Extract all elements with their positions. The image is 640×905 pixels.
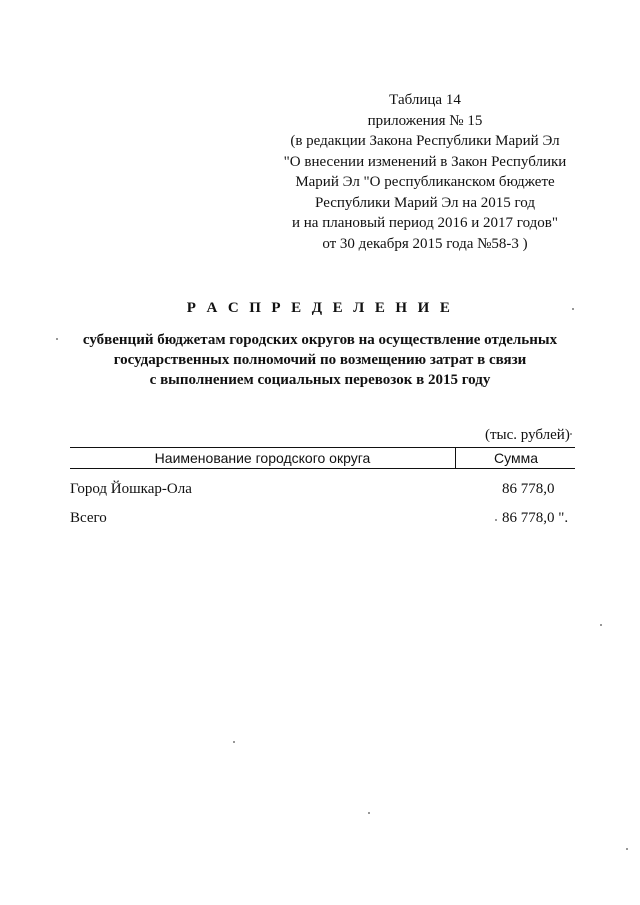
units-label: (тыс. рублей) <box>485 427 570 443</box>
table-row-total <box>70 510 590 530</box>
header-line-edition: (в редакции Закона Республики Марий Эл <box>290 133 560 149</box>
document-subtitle <box>40 330 600 390</box>
scan-speck <box>368 812 370 814</box>
column-header-name: Наименование городского округа <box>70 448 456 468</box>
table-row <box>70 481 590 501</box>
header-line-table-number: Таблица 14 <box>389 92 461 108</box>
scan-speck <box>495 519 497 521</box>
column-header-sum: Сумма <box>494 450 538 466</box>
scan-speck <box>626 848 628 850</box>
subtitle-line-3: с выполнением социальных перевозок в 2015 году <box>149 372 491 388</box>
subtitle-line-2: государственных полномочий по возмещению затрат в связи <box>113 352 527 368</box>
subtitle-line-1: субвенций бюджетам городских округов на осуществление отдельных <box>82 332 558 348</box>
header-line-year: Республики Марий Эл на 2015 год <box>315 194 535 211</box>
document-title: Р А С П Р Е Д Е Л Е Н И Е <box>186 300 454 316</box>
header-line-appendix: приложения № 15 <box>367 112 483 129</box>
row-name-cell: Город Йошкар-Ола <box>70 481 192 497</box>
scan-speck <box>572 308 574 310</box>
scan-speck <box>600 624 602 626</box>
table-header <box>70 447 575 469</box>
scan-speck <box>56 338 58 340</box>
document-header <box>240 90 610 254</box>
header-line-date-number: от 30 декабря 2015 года №58-3 ) <box>322 235 528 252</box>
scan-speck <box>570 433 572 435</box>
header-line-budget-law: Марий Эл "О республиканском бюджете <box>295 174 555 190</box>
total-name-cell: Всего <box>70 510 107 526</box>
header-line-law-amendment: "О внесении изменений в Закон Республики <box>283 153 567 170</box>
total-sum-cell: 86 778,0 ". <box>502 510 569 526</box>
scan-speck <box>233 741 235 743</box>
header-line-planning-period: и на плановый период 2016 и 2017 годов" <box>292 215 558 231</box>
row-sum-cell: 86 778,0 <box>502 481 555 497</box>
